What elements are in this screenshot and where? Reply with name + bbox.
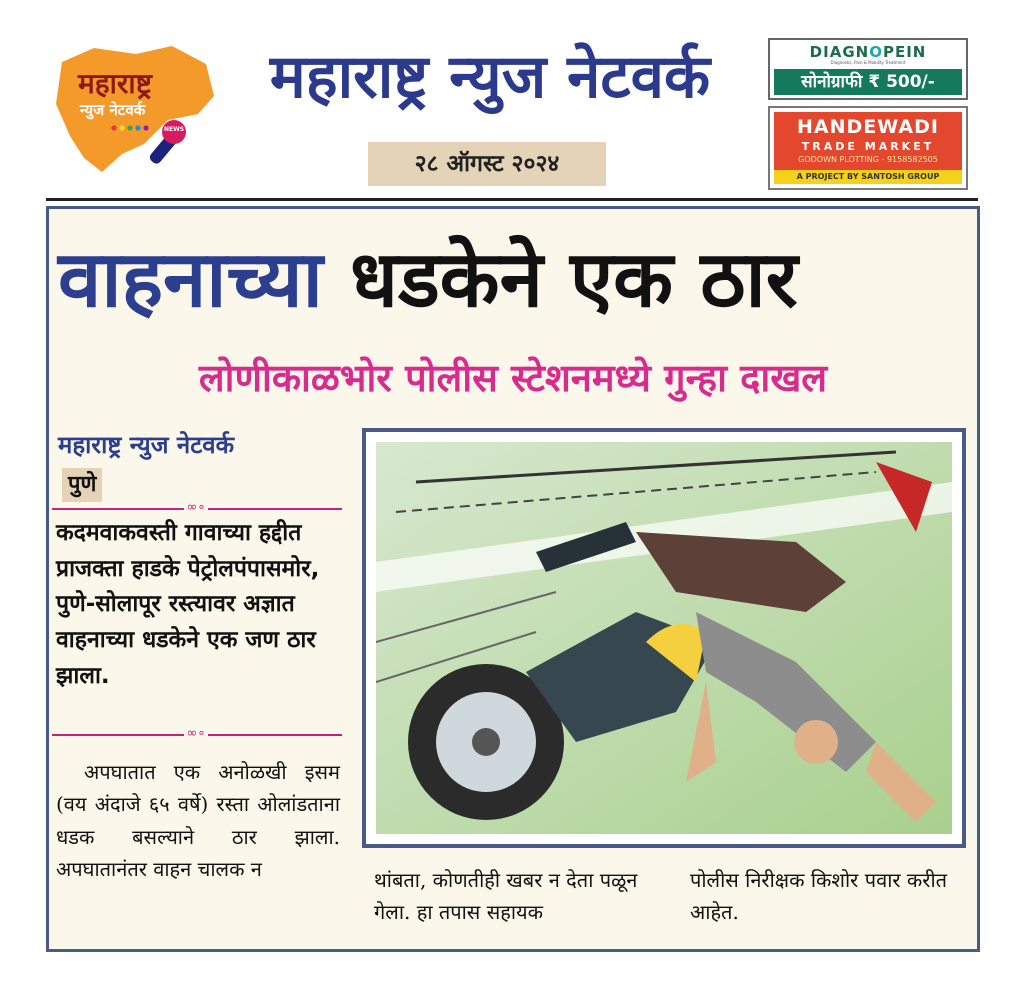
ad-diagnopein[interactable] (768, 38, 968, 100)
logo-line2: न्युज नेटवर्क (80, 101, 146, 119)
headline-blue: वाहनाच्या (58, 235, 323, 325)
divider-bottom (52, 726, 342, 741)
logo (44, 40, 219, 180)
ad-handewadi-panel (774, 112, 962, 172)
ad-handewadi-project: A PROJECT BY SANTOSH GROUP (774, 170, 962, 184)
body-column-1: अपघातात एक अनोळखी इसम (वय अंदाजे ६५ वर्षे) रस्ता ओलांडताना धडक बसल्याने ठार झाला. अपघातानंतर वाहन चालक न (56, 760, 340, 882)
body-column-2: थांबता, कोणतीही खबर न देता पळून गेला. हा तपास सहायक (374, 868, 638, 925)
ad-handewadi[interactable] (768, 106, 968, 190)
divider-top (52, 500, 342, 515)
divider-ornament-icon: ∞∘ (184, 727, 208, 741)
ad-handewadi-sub: TRADE MARKET (801, 140, 935, 153)
ad-diagnopein-offer: सोनोग्राफी ₹ 500/- (774, 69, 962, 95)
masthead-rule (46, 198, 978, 201)
accident-illustration (362, 428, 966, 848)
body-column-3: पोलीस निरीक्षक किशोर पवार करीत आहेत. (690, 868, 948, 925)
ad-diagnopein-brand: DIAGNOPEIN (809, 43, 927, 61)
subheadline: लोणीकाळभोर पोलीस स्टेशनमध्ये गुन्हा दाखल (198, 356, 828, 400)
divider-ornament-icon: ∞∘ (184, 501, 208, 515)
masthead-title: महाराष्ट्र न्युज नेटवर्क (269, 42, 711, 112)
headline (58, 235, 968, 325)
lead-paragraph: कदमवाकवस्ती गावाच्या हद्दीत प्राजक्ता हाडके पेट्रोलपंपासमोर, पुणे-सोलापूर रस्त्यावर अज्ञात वाहनाच्या धडकेने एक जण ठार झाला. (56, 520, 320, 689)
dateline-place: पुणे (62, 468, 102, 502)
headline-black: धडकेने एक ठार (349, 235, 798, 325)
byline: महाराष्ट्र न्युज नेटवर्क (58, 431, 235, 459)
logo-line1: महाराष्ट्र (78, 67, 152, 100)
logo-mic-tag: NEWS (164, 126, 185, 133)
ad-handewadi-contact: GODOWN PLOTTING - 9158582505 (798, 155, 938, 164)
issue-date: २८ ऑगस्ट २०२४ (368, 142, 606, 186)
ad-diagnopein-tagline: Diagnostic, Pain & Mobility Treatment (830, 60, 906, 65)
ad-handewadi-name: HANDEWADI (797, 116, 939, 138)
